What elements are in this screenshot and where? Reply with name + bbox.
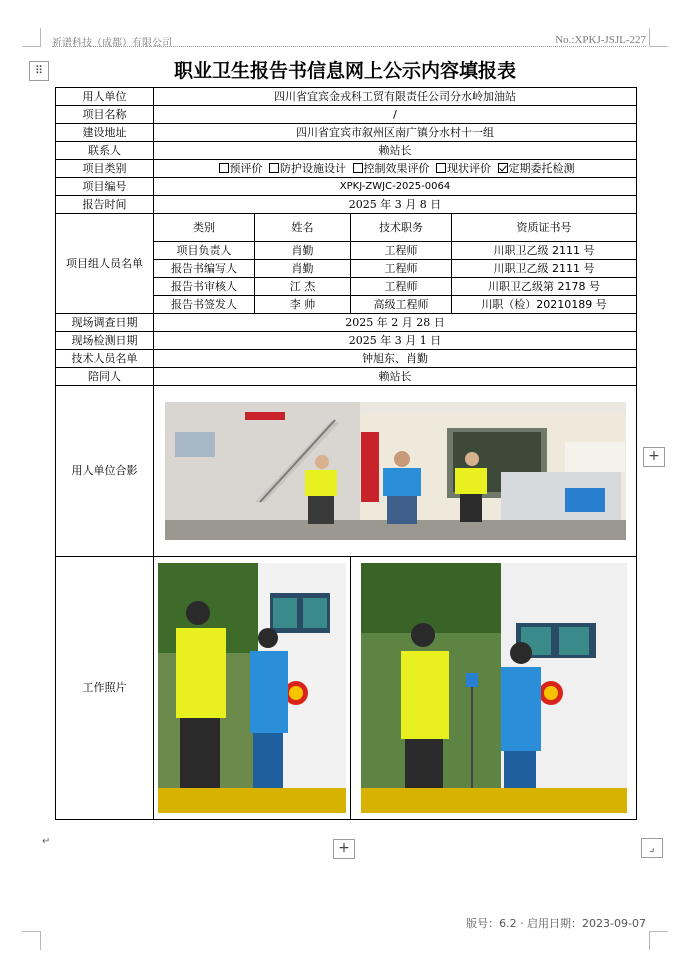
member-role: 报告书编写人 xyxy=(154,260,255,278)
checkbox-checked-icon[interactable] xyxy=(498,163,508,173)
work-photo-cell-1 xyxy=(154,557,351,820)
member-role: 项目负责人 xyxy=(154,242,255,260)
label-test-date: 现场检测日期 xyxy=(56,332,154,350)
work-photo-1 xyxy=(158,563,346,813)
label-contact: 联系人 xyxy=(56,142,154,160)
add-column-icon[interactable]: + xyxy=(643,447,665,467)
member-title: 工程师 xyxy=(351,278,452,296)
paragraph-mark-icon: ↵ xyxy=(42,836,51,847)
category-options xyxy=(154,160,637,178)
category-option: 定期委托检测 xyxy=(508,161,575,175)
row-contact xyxy=(56,142,637,160)
header-doc-number: No.:XPKJ-JSJL-227 xyxy=(555,34,646,46)
category-option: 预评价 xyxy=(229,161,263,175)
label-project-no: 项目编号 xyxy=(56,178,154,196)
crop-mark-bottom-right xyxy=(649,931,668,950)
work-photo-2 xyxy=(361,563,627,813)
value-report-time: 2025 年 3 月 8 日 xyxy=(154,196,637,214)
row-group-photo xyxy=(56,386,637,557)
label-work-photos: 工作照片 xyxy=(56,557,154,820)
crop-mark-bottom-left xyxy=(22,931,41,950)
category-option: 控制效果评价 xyxy=(363,161,430,175)
member-name: 江 杰 xyxy=(255,278,351,296)
member-cert: 川职卫乙级 2111 号 xyxy=(452,260,637,278)
label-employer: 用人单位 xyxy=(56,88,154,106)
member-title: 工程师 xyxy=(351,242,452,260)
checkbox-icon[interactable] xyxy=(353,163,363,173)
row-work-photos xyxy=(56,557,637,820)
member-cert: 川职（检）20210189 号 xyxy=(452,296,637,314)
table-resize-icon[interactable]: ⌟ xyxy=(641,838,663,858)
row-survey-date xyxy=(56,314,637,332)
label-team: 项目组人员名单 xyxy=(56,214,154,314)
label-survey-date: 现场调查日期 xyxy=(56,314,154,332)
checkbox-icon[interactable] xyxy=(219,163,229,173)
member-name: 肖勤 xyxy=(255,242,351,260)
table-move-handle-icon[interactable]: ⠿ xyxy=(29,61,49,81)
member-name: 肖勤 xyxy=(255,260,351,278)
row-category xyxy=(56,160,637,178)
add-row-icon[interactable]: + xyxy=(333,839,355,859)
label-technicians: 技术人员名单 xyxy=(56,350,154,368)
row-escort xyxy=(56,368,637,386)
row-project-name xyxy=(56,106,637,124)
member-title: 高级工程师 xyxy=(351,296,452,314)
label-project-name: 项目名称 xyxy=(56,106,154,124)
footer-version: 版号：6.2 · 启用日期：2023-09-07 xyxy=(466,917,646,930)
group-photo xyxy=(165,402,626,540)
member-role: 报告书审核人 xyxy=(154,278,255,296)
value-project-name: / xyxy=(154,106,637,124)
team-header-row xyxy=(56,214,637,242)
crop-mark-top-right xyxy=(649,28,668,47)
checkbox-icon[interactable] xyxy=(269,163,279,173)
row-employer xyxy=(56,88,637,106)
team-header-title: 技术职务 xyxy=(351,214,452,242)
label-escort: 陪同人 xyxy=(56,368,154,386)
label-group-photo: 用人单位合影 xyxy=(56,386,154,557)
category-option: 防护设施设计 xyxy=(280,161,346,175)
work-photo-cell-2 xyxy=(351,557,637,820)
member-cert: 川职卫乙级 2111 号 xyxy=(452,242,637,260)
header-divider xyxy=(52,46,646,47)
team-header-name: 姓名 xyxy=(255,214,351,242)
label-report-time: 报告时间 xyxy=(56,196,154,214)
value-address: 四川省宜宾市叙州区南广镇分水村十一组 xyxy=(154,124,637,142)
value-employer: 四川省宜宾金戎科工贸有限责任公司分水岭加油站 xyxy=(154,88,637,106)
row-test-date xyxy=(56,332,637,350)
team-header-cert: 资质证书号 xyxy=(452,214,637,242)
row-address xyxy=(56,124,637,142)
value-escort: 赖站长 xyxy=(154,368,637,386)
category-option: 现状评价 xyxy=(447,161,491,175)
info-table xyxy=(55,87,637,820)
team-header-role: 类别 xyxy=(154,214,255,242)
checkbox-icon[interactable] xyxy=(436,163,446,173)
row-project-no xyxy=(56,178,637,196)
group-photo-cell xyxy=(154,386,637,557)
member-name: 李 帅 xyxy=(255,296,351,314)
header-company: 祈谱科技（成都）有限公司 xyxy=(52,38,172,49)
member-cert: 川职卫乙级第 2178 号 xyxy=(452,278,637,296)
value-contact: 赖站长 xyxy=(154,142,637,160)
page-title: 职业卫生报告书信息网上公示内容填报表 xyxy=(173,60,516,82)
value-project-no: XPKJ-ZWJC-2025-0064 xyxy=(154,178,637,196)
value-survey-date: 2025 年 2 月 28 日 xyxy=(154,314,637,332)
row-report-time xyxy=(56,196,637,214)
label-category: 项目类别 xyxy=(56,160,154,178)
label-address: 建设地址 xyxy=(56,124,154,142)
member-title: 工程师 xyxy=(351,260,452,278)
value-technicians: 钟旭东、肖勤 xyxy=(154,350,637,368)
member-role: 报告书签发人 xyxy=(154,296,255,314)
value-test-date: 2025 年 3 月 1 日 xyxy=(154,332,637,350)
crop-mark-top-left xyxy=(22,28,41,47)
row-technicians xyxy=(56,350,637,368)
